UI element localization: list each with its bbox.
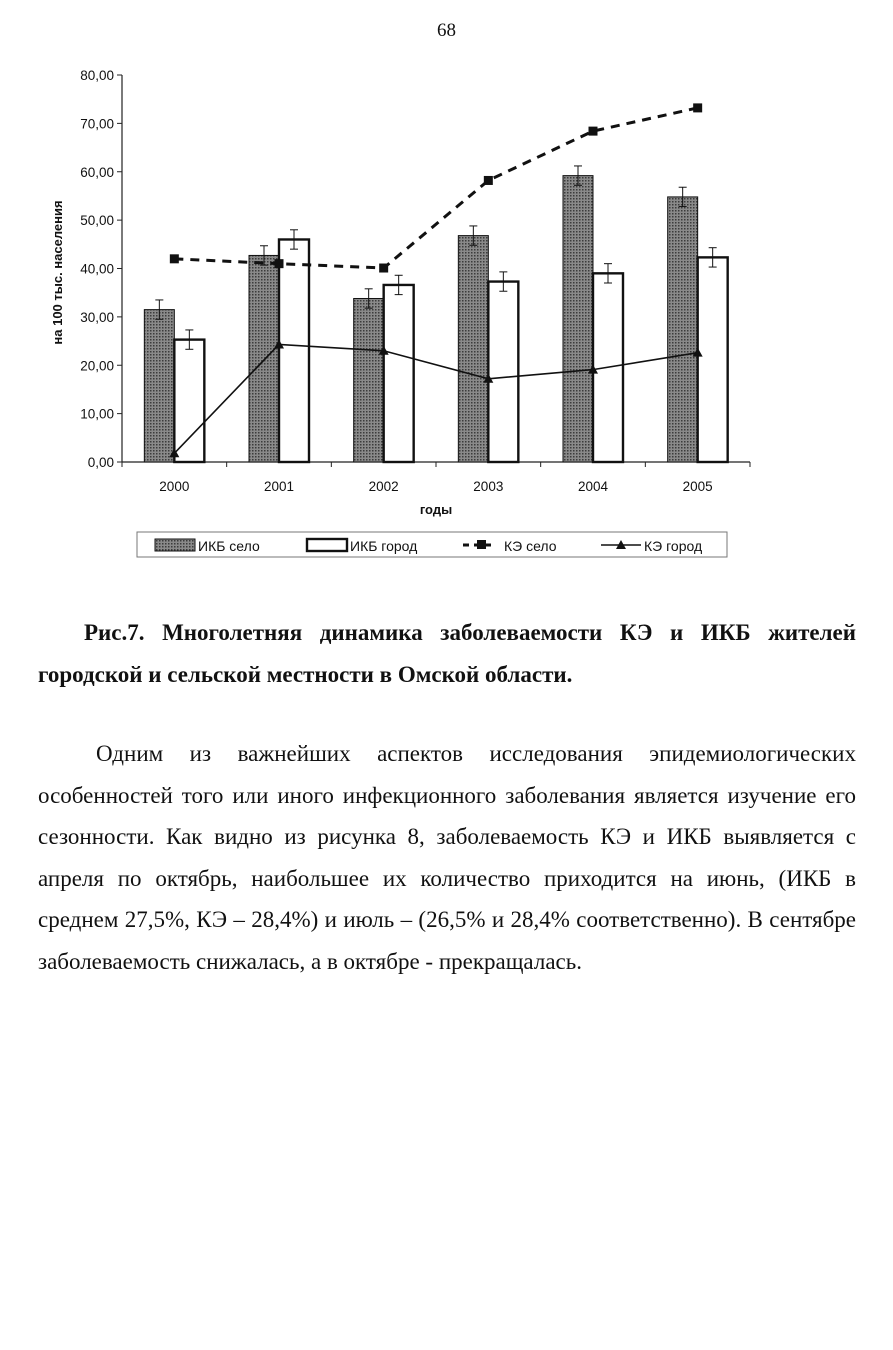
y-tick-label: 10,00 — [80, 406, 114, 422]
x-tick-label: 2004 — [577, 479, 609, 494]
y-tick-label: 80,00 — [80, 68, 114, 83]
legend-label-ke-selo: КЭ село — [504, 538, 557, 554]
marker-ke-selo — [379, 264, 388, 273]
x-axis-title: годы — [419, 502, 453, 517]
bar-ikb-gorod — [488, 282, 518, 462]
bar-ikb-gorod — [384, 285, 414, 462]
legend-label-ikb-gorod: ИКБ город — [350, 538, 418, 554]
bar-ikb-selo — [354, 298, 384, 462]
marker-ke-selo — [693, 103, 702, 112]
x-tick-label: 2001 — [263, 479, 295, 494]
page-number: 68 — [437, 20, 456, 41]
line-ke-selo — [174, 108, 697, 268]
y-tick-label: 50,00 — [80, 213, 114, 229]
bar-ikb-selo — [563, 176, 593, 462]
body-paragraph — [38, 733, 856, 982]
legend-swatch-ikb-gorod — [307, 539, 347, 551]
y-tick-label: 40,00 — [80, 261, 114, 277]
caption-text: Рис.7. Многолетняя динамика заболеваемости КЭ и ИКБ жителей городской и сельской местности в Омской области. — [38, 620, 856, 687]
marker-ke-selo — [275, 259, 284, 268]
bar-ikb-gorod — [174, 340, 204, 462]
y-tick-label: 0,00 — [87, 455, 114, 470]
bar-ikb-gorod — [698, 257, 728, 462]
x-tick-label: 2000 — [159, 479, 190, 494]
bar-ikb-selo — [144, 310, 174, 462]
legend-label-ke-gorod: КЭ город — [644, 538, 703, 554]
x-tick-label: 2003 — [473, 479, 504, 494]
legend-marker-ke-selo — [477, 540, 486, 549]
bar-ikb-selo — [249, 255, 279, 462]
marker-ke-selo — [170, 254, 179, 263]
x-tick-label: 2002 — [368, 479, 399, 494]
x-tick-label: 2005 — [682, 479, 713, 494]
y-tick-label: 70,00 — [80, 116, 114, 132]
marker-ke-selo — [484, 176, 493, 185]
body-paragraph-text: Одним из важнейших аспектов исследования эпидемиологических особенностей того или иного инфекционного заболевания является изучение его сезонности. Как видно из рисунка 8, заболеваемость КЭ и ИКБ выявляется с апреля по октябрь, наибольшее их количество приходится на июнь, (ИКБ в среднем 27,5%, КЭ – 28,4%) и июль – (26,5% и 28,4% соответственно). В сентябре заболеваемость снижалась, а в октябре - прекращалась. — [38, 741, 856, 974]
legend-label-ikb-selo: ИКБ село — [198, 538, 260, 554]
y-tick-label: 30,00 — [80, 309, 114, 325]
y-tick-label: 60,00 — [80, 164, 114, 180]
marker-ke-selo — [589, 127, 598, 136]
legend-swatch-ikb-selo — [155, 539, 195, 551]
y-axis-title: на 100 тыс. населения — [50, 200, 65, 345]
bar-ikb-selo — [668, 197, 698, 462]
bar-ikb-selo — [458, 236, 488, 462]
y-tick-label: 20,00 — [80, 358, 114, 374]
figure-caption — [38, 612, 856, 696]
bar-ikb-gorod — [279, 239, 309, 462]
incidence-chart — [0, 0, 893, 590]
